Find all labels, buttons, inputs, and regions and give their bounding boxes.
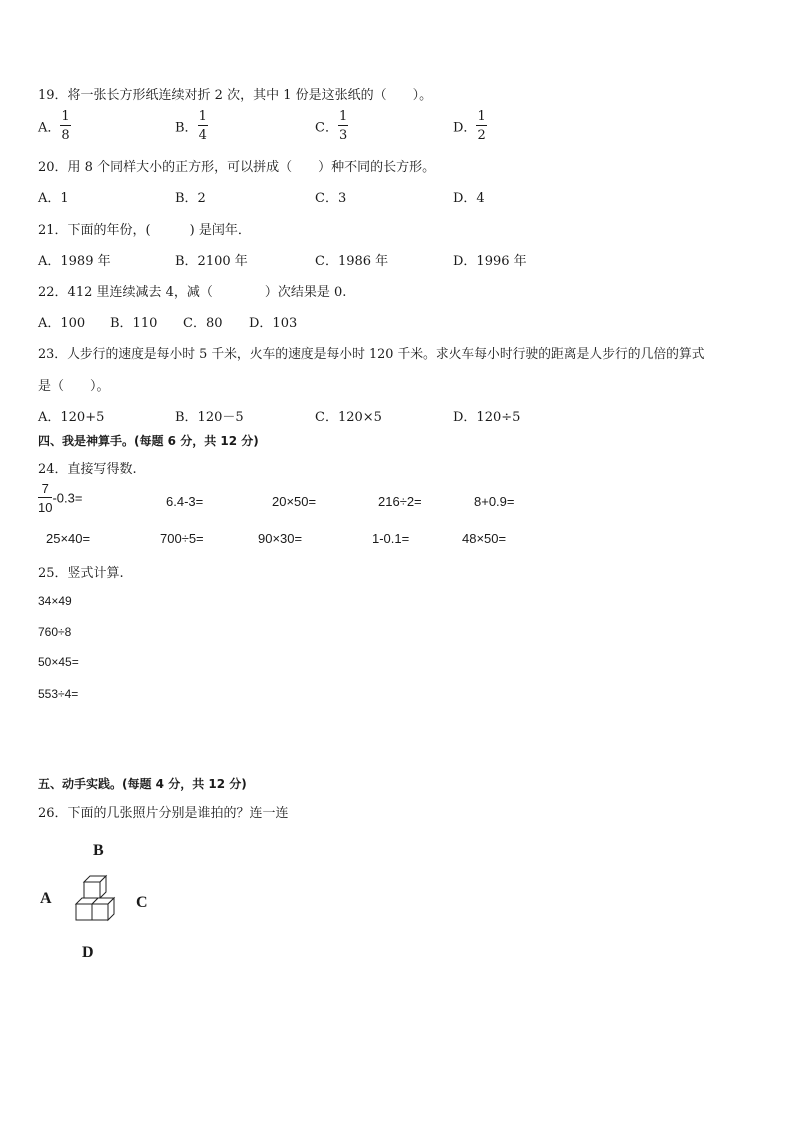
cube-stack-figure xyxy=(70,874,122,930)
q25-item-4: 553÷4= xyxy=(38,687,79,701)
q23-option-c[interactable]: C．120×5 xyxy=(315,410,382,425)
q21-option-b[interactable]: B．2100 年 xyxy=(175,254,248,269)
view-label-a: A xyxy=(40,890,52,907)
q22-option-b[interactable]: B．110 xyxy=(110,316,158,331)
q22-option-a[interactable]: A．100 xyxy=(38,316,86,331)
q24-calc-3: 20×50= xyxy=(272,494,317,509)
q26-stem: 26．下面的几张照片分别是谁拍的？连一连 xyxy=(38,806,289,821)
q24-calc-4: 216÷2= xyxy=(378,494,422,509)
q19-option-c-fraction: $\frac{1}{3}$ xyxy=(338,109,348,143)
q19-option-a-letter: A． xyxy=(38,120,61,136)
q19-option-c[interactable] xyxy=(315,110,348,142)
q23-stem-line2: 是（ ）。 xyxy=(38,379,110,394)
q23-stem-line1: 23．人步行的速度是每小时 5 千米，火车的速度是每小时 120 千米。求火车每小时行驶的距离是人步行的几倍的算式 xyxy=(38,347,705,362)
q24-calc-6: 25×40= xyxy=(46,531,91,546)
q24-calc-1-tail: -0.3= xyxy=(52,490,83,506)
q19-option-a[interactable] xyxy=(38,110,71,142)
q21-stem: 21．下面的年份，( ) 是闰年． xyxy=(38,223,251,238)
q19-option-b-fraction: $\frac{1}{4}$ xyxy=(198,109,207,143)
q24-stem: 24．直接写得数. xyxy=(38,462,137,477)
q20-option-c[interactable]: C．3 xyxy=(315,191,347,206)
q19-option-c-letter: C． xyxy=(315,120,338,136)
q24-calc-10: 48×50= xyxy=(462,531,507,546)
view-label-b: B xyxy=(93,842,104,859)
q19-option-b-letter: B． xyxy=(175,120,198,136)
q20-option-d[interactable]: D．4 xyxy=(453,191,485,206)
q19-option-d[interactable] xyxy=(453,110,487,142)
q23-option-a[interactable]: A．120+5 xyxy=(38,410,105,425)
q19-option-a-fraction: $\frac{1}{8}$ xyxy=(61,109,70,143)
section-4-heading: 四、我是神算手。(每题 6 分，共 12 分) xyxy=(38,434,259,448)
q24-calc-1 xyxy=(38,482,82,514)
q24-calc-2: 6.4-3= xyxy=(166,494,204,509)
q24-calc-8: 90×30= xyxy=(258,531,303,546)
q25-stem: 25．竖式计算. xyxy=(38,566,124,581)
q19-option-b[interactable] xyxy=(175,110,208,142)
q22-option-c[interactable]: C．80 xyxy=(183,316,223,331)
q24-calc-7: 700÷5= xyxy=(160,531,204,546)
q25-item-1: 34×49 xyxy=(38,594,72,608)
q19-option-d-letter: D． xyxy=(453,120,477,136)
q19-option-d-fraction: $\frac{1}{2}$ xyxy=(477,109,486,143)
q25-item-3: 50×45= xyxy=(38,655,79,669)
view-label-d: D xyxy=(82,944,94,961)
q20-stem: 20．用 8 个同样大小的正方形，可以拼成（ ）种不同的长方形。 xyxy=(38,160,436,175)
q22-stem: 22．412 里连续减去 4，减（ ）次结果是 0. xyxy=(38,285,347,300)
view-label-c: C xyxy=(136,894,148,911)
q19-stem: 19．将一张长方形纸连续对折 2 次，其中 1 份是这张纸的（ ）。 xyxy=(38,88,433,103)
q25-item-2: 760÷8 xyxy=(38,625,72,639)
q21-option-a[interactable]: A．1989 年 xyxy=(38,254,111,269)
q21-option-d[interactable]: D．1996 年 xyxy=(453,254,527,269)
q20-option-b[interactable]: B．2 xyxy=(175,191,206,206)
q21-option-c[interactable]: C．1986 年 xyxy=(315,254,389,269)
q24-calc-9: 1-0.1= xyxy=(372,531,410,546)
q23-option-b[interactable]: B．120－5 xyxy=(175,410,244,425)
q20-option-a[interactable]: A．1 xyxy=(38,191,69,206)
q23-option-d[interactable]: D．120÷5 xyxy=(453,410,521,425)
q24-calc-5: 8+0.9= xyxy=(474,494,515,509)
q22-option-d[interactable]: D．103 xyxy=(249,316,298,331)
q24-fraction: $\frac{7}{10}$ xyxy=(38,481,53,515)
section-5-heading: 五、动手实践。(每题 4 分，共 12 分) xyxy=(38,777,247,791)
